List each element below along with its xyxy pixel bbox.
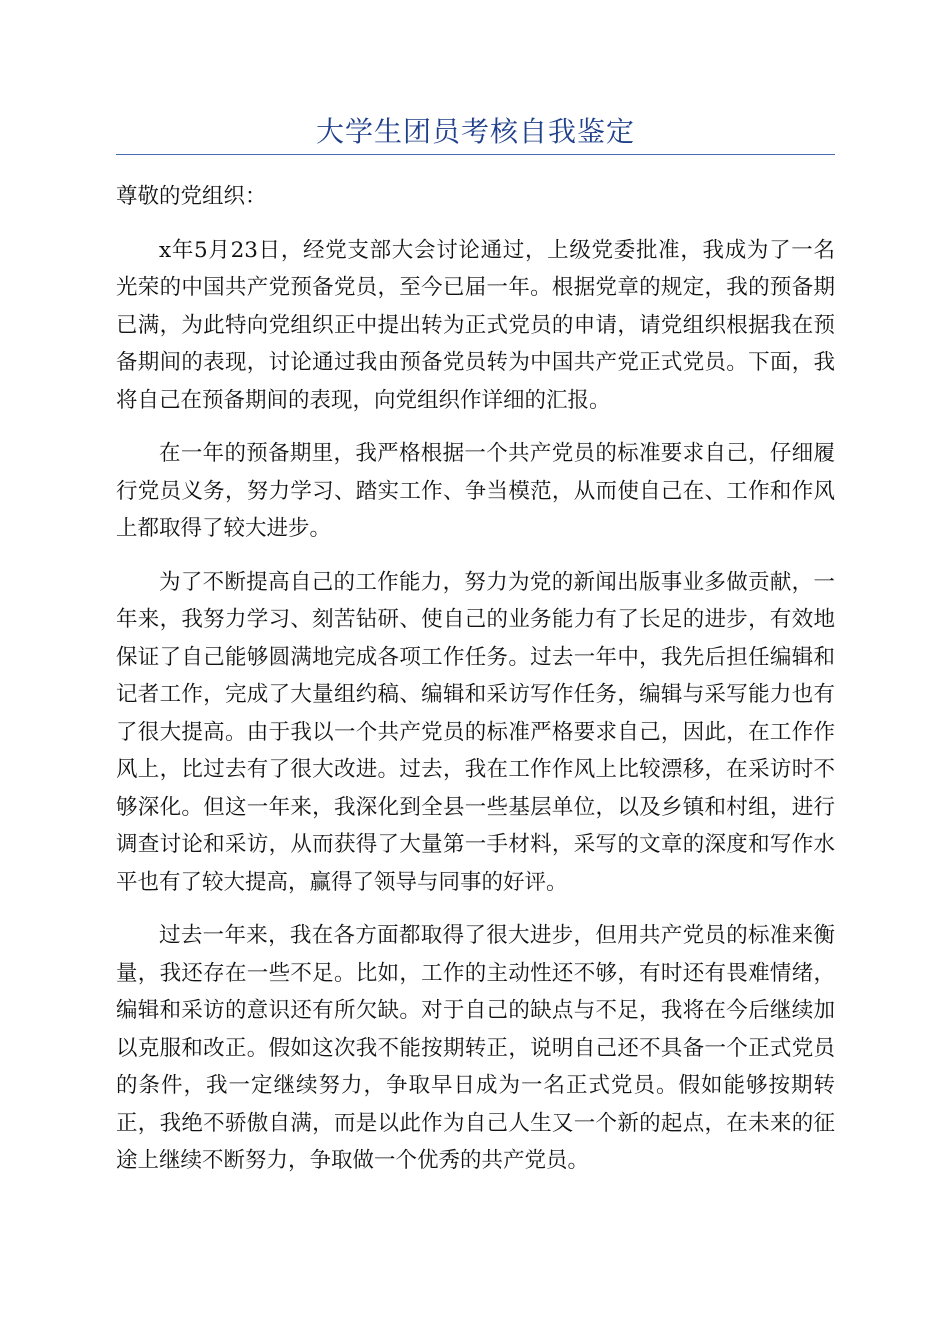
body-paragraph-3: 为了不断提高自己的工作能力，努力为党的新闻出版事业多做贡献，一年来，我努力学习、刻苦钻研、使自己的业务能力有了长足的进步，有效地保证了自己能够圆满地完成各项工作任务。过去一年中，我先后担任编辑和记者工作，完成了大量组约稿、编辑和采访写作任务，编辑与采写能力也有了很大提高。由于我以一个共产党员的标准严格要求自己，因此，在工作作风上，比过去有了很大改进。过去，我在工作作风上比较漂移，在采访时不够深化。但这一年来，我深化到全县一些基层单位，以及乡镇和村组，进行调查讨论和采访，从而获得了大量第一手材料，采写的文章的深度和写作水平也有了较大提高，赢得了领导与同事的好评。 [116,569,835,895]
document-body [116,178,835,1196]
salutation: 尊敬的党组织： [116,184,267,209]
body-paragraph-2: 在一年的预备期里，我严格根据一个共产党员的标准要求自己，仔细履行党员义务，努力学习、踏实工作、争当模范，从而使自己在、工作和作风上都取得了较大进步。 [116,441,835,541]
title-underline-rule [116,154,835,155]
body-paragraph-4: 过去一年来，我在各方面都取得了很大进步，但用共产党员的标准来衡量，我还存在一些不足。比如，工作的主动性还不够，有时还有畏难情绪，编辑和采访的意识还有所欠缺。对于自己的缺点与不足，我将在今后继续加以克服和改正。假如这次我不能按期转正，说明自己还不具备一个正式党员的条件，我一定继续努力，争取早日成为一名正式党员。假如能够按期转正，我绝不骄傲自满，而是以此作为自己人生又一个新的起点，在未来的征途上继续不断努力，争取做一个优秀的共产党员。 [116,923,835,1173]
body-paragraph-1: x年5月23日，经党支部大会讨论通过，上级党委批准，我成为了一名光荣的中国共产党预备党员，至今已届一年。根据党章的规定，我的预备期已满，为此特向党组织正中提出转为正式党员的申请，请党组织根据我在预备期间的表现，讨论通过我由预备党员转为中国共产党正式党员。下面，我将自己在预备期间的表现，向党组织作详细的汇报。 [116,237,835,413]
document-title: 大学生团员考核自我鉴定 [315,115,635,148]
